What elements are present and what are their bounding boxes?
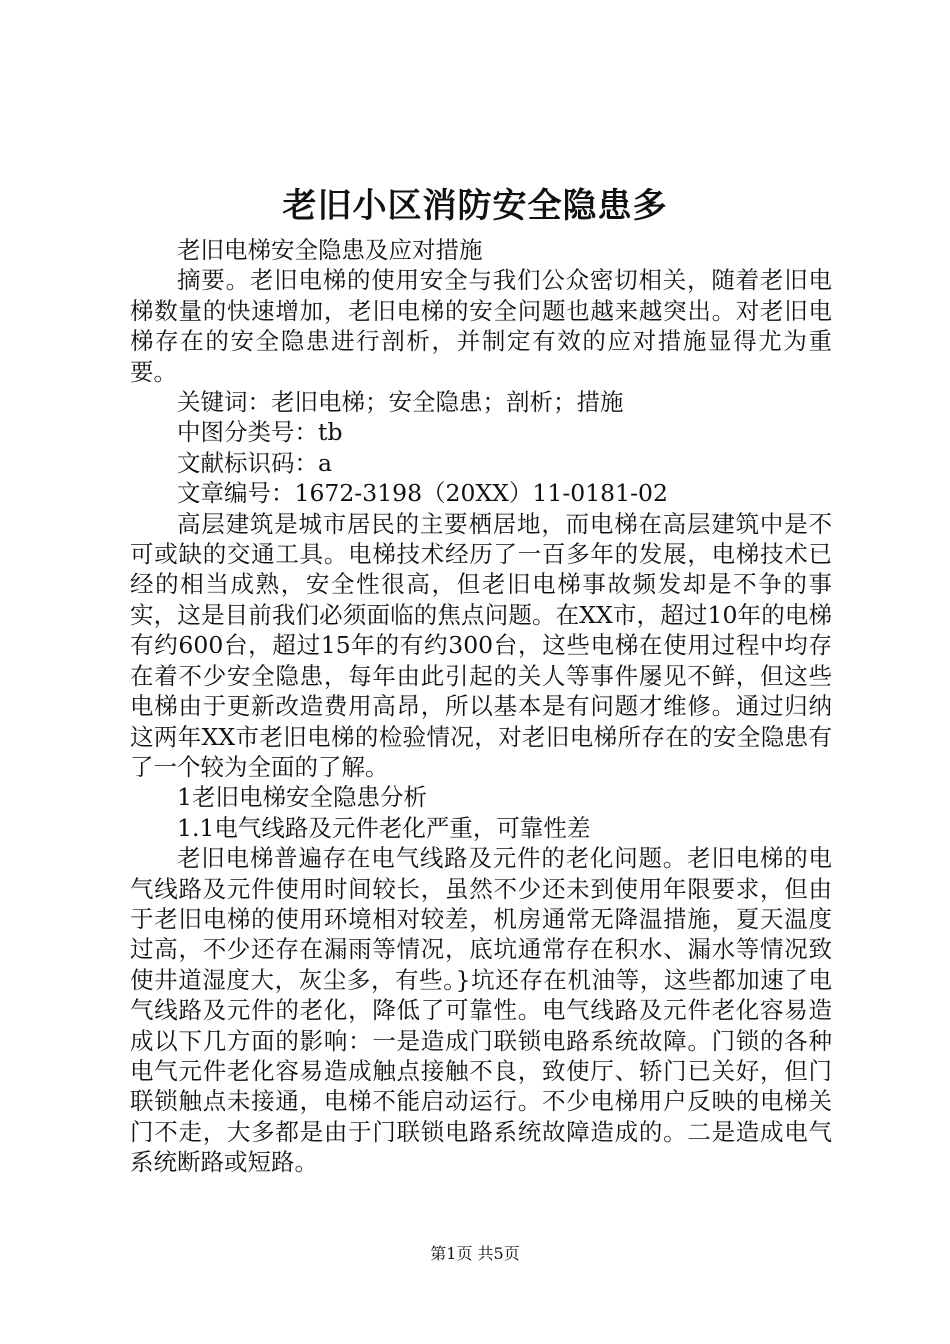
intro-paragraph: 高层建筑是城市居民的主要栖居地，而电梯在高层建筑中是不可或缺的交通工具。电梯技术经历了一百多年的发展，电梯技术已经的相当成熟，安全性很高，但老旧电梯事故频发却是不争的事实，这是目前我们必须面临的焦点问题。在XX市，超过10年的电梯有约600台，超过15年的有约300台，这些电梯在使用过程中均存在着不少安全隐患，每年由此引起的关人等事件屡见不鲜，但这些电梯由于更新改造费用高昂，所以基本是有问题才维修。通过归纳这两年XX市老旧电梯的检验情况，对老旧电梯所存在的安全隐患有了一个较为全面的了解。 <box>130 509 832 781</box>
article-number-line: 文章编号：1672-3198（20XX）11-0181-02 <box>177 479 668 508</box>
document-body <box>130 235 832 1178</box>
body-paragraph: 老旧电梯普遍存在电气线路及元件的老化问题。老旧电梯的电气线路及元件使用时间较长，虽然不少还未到使用年限要求，但由于老旧电梯的使用环境相对较差，机房通常无降温措施，夏天温度过高，不少还存在漏雨等情况，底坑通常存在积水、漏水等情况致使井道湿度大，灰尘多，有些。}坑还存在机油等，这些都加速了电气线路及元件的老化，降低了可靠性。电气线路及元件老化容易造成以下几方面的影响：一是造成门联锁电路系统故障。门锁的各种电气元件老化容易造成触点接触不良，致使厅、轿门已关好，但门联锁触点未接通，电梯不能启动运行。不少电梯用户反映的电梯关门不走，大多都是由于门联锁电路系统故障造成的。二是造成电气系统断路或短路。 <box>130 844 832 1177</box>
chapter-heading: 1老旧电梯安全隐患分析 <box>177 783 427 812</box>
classification-line: 中图分类号：tb <box>177 418 343 447</box>
document-title: 老旧小区消防安全隐患多 <box>282 186 668 226</box>
abstract-paragraph: 摘要。老旧电梯的使用安全与我们公众密切相关，随着老旧电梯数量的快速增加，老旧电梯的安全问题也越来越突出。对老旧电梯存在的安全隐患进行剖析，并制定有效的应对措施显得尤为重要。 <box>130 266 832 386</box>
subsection-heading: 1.1电气线路及元件老化严重，可靠性差 <box>177 813 591 842</box>
keywords-line: 关键词：老旧电梯；安全隐患；剖析；措施 <box>177 388 624 417</box>
document-code-line: 文献标识码：a <box>177 448 333 477</box>
page-number-footer: 第1页 共5页 <box>430 1244 520 1263</box>
section-heading: 老旧电梯安全隐患及应对措施 <box>177 236 483 264</box>
